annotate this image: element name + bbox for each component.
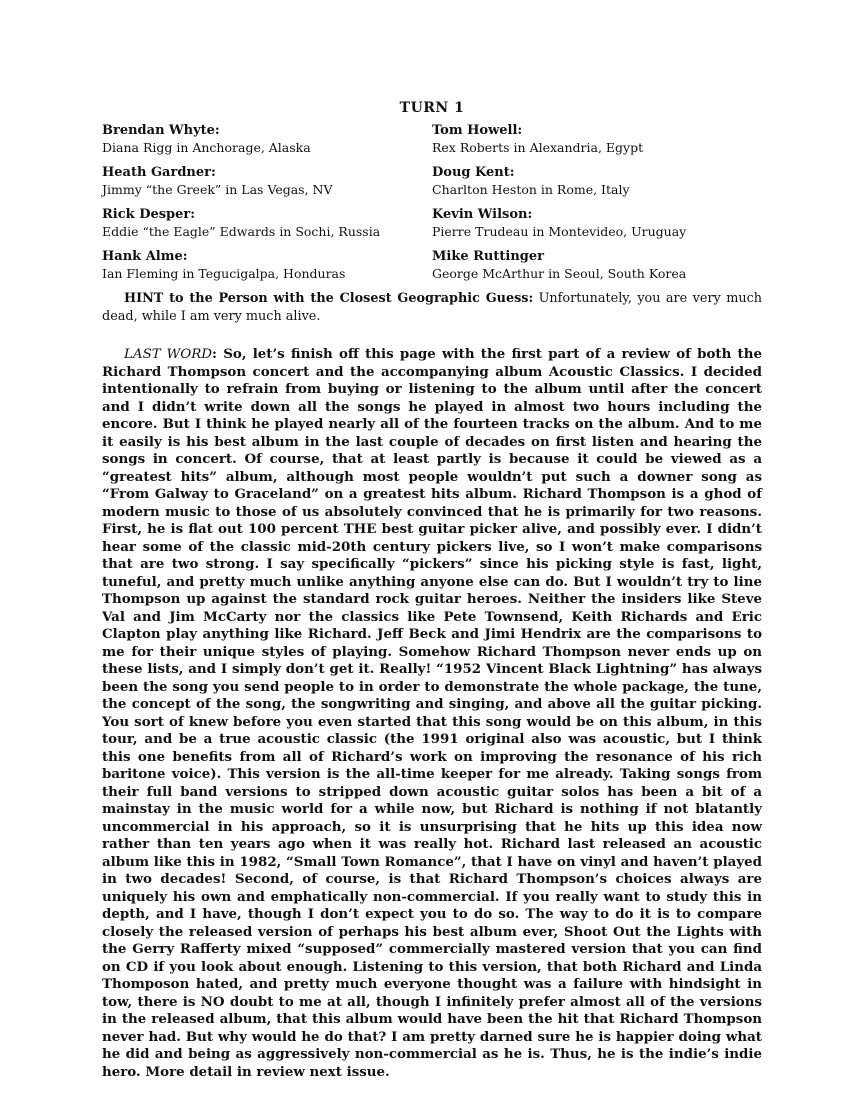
guesser-name: Heath Gardner: <box>102 165 216 180</box>
guess-entry <box>102 206 432 240</box>
guess-text: Jimmy “the Greek” in Las Vegas, NV <box>102 182 333 197</box>
guesser-name: Brendan Whyte: <box>102 123 220 138</box>
guesser-name: Tom Howell: <box>432 123 523 138</box>
guess-entry <box>102 164 432 198</box>
hint-label: HINT to the Person with the Closest Geographic Guess: <box>124 291 534 306</box>
guess-text: George McArthur in Seoul, South Korea <box>432 266 687 281</box>
guess-entry <box>432 164 762 198</box>
guess-text: Ian Fleming in Tegucigalpa, Honduras <box>102 266 346 281</box>
page <box>102 100 762 1094</box>
guesser-name: Doug Kent: <box>432 165 515 180</box>
guess-entry <box>102 248 432 282</box>
guess-text: Eddie “the Eagle” Edwards in Sochi, Russia <box>102 224 381 239</box>
hint-text: Unfortunately, you are very much dead, while I am very much alive. <box>102 291 762 324</box>
last-word-text: : So, let’s finish off this page with the first part of a review of both the Richard Thompson concert and the accompanying album Acoustic Classics. I decided intentionally to refrain from buying or listening to the album until after the concert and I didn’t write down all the songs he played in almost two hours including the encore. But I think he played nearly all of the fourteen tracks on the album. And to me it easily is his best album in the last couple of decades on first listen and hearing the songs in concert. Of course, that at least partly is because it could be viewed as a “greatest hits” album, although most people wouldn’t put such a downer song as “From Galway to Graceland” on a greatest hits album. Richard Thompson is a ghod of modern music to those of us absolutely convinced that he is primarily for two reasons. First, he is flat out 100 percent THE best guitar picker alive, and possibly ever. I didn’t hear some of the classic mid-20th century pickers live, so I won’t make comparisons that are two strong. I say specifically “pickers” since his picking style is fast, light, tuneful, and pretty much unlike anything anyone else can do. But I wouldn’t try to line Thompson up against the standard rock guitar heroes. Neither the insiders like Steve Val and Jim McCarty nor the classics like Pete Townsend, Keith Richards and Eric Clapton play anything like Richard. Jeff Beck and Jimi Hendrix are the comparisons to me for their unique styles of playing. Somehow Richard Thompson never ends up on these lists, and I simply don’t get it. Really! “1952 Vincent Black Lightning” has always been the song you send people to in order to demonstrate the whole package, the tune, the concept of the song, the songwriting and singing, and above all the guitar picking. You sort of knew before you even started that this song would be on this album, in this tour, and be a true acoustic classic (the 1991 original also was acoustic, but I think this one benefits from all of Richard’s work on improving the resonance of his rich baritone voice). This version is the all-time keeper for me already. Taking songs from their full band versions to stripped down acoustic guitar solos has been a bit of a mainstay in the music world for a while now, but Richard is nothing if not blatantly uncommercial in his approach, so it is unsurprising that he hits up this idea now rather than ten years ago when it was really hot. Richard last released an acoustic album like this in 1982, “Small Town Romance”, that I have on vinyl and haven’t played in two decades! Second, of course, is that Richard Thompson’s choices always are uniquely his own and emphatically non-commercial. If you really want to study this in depth, and I have, though I don’t expect you to do so. The way to do it is to compare closely the released version of perhaps his best album ever, Shoot Out the Lights with the Gerry Rafferty mixed “supposed” commercially mastered version that you can find on CD if you look about enough. Listening to this version, that both Richard and Linda Thomposon hated, and pretty much everyone thought was a failure with hindsight in tow, there is NO doubt to me at all, though I infinitely prefer almost all of the versions in the released album, that this album would have been the hit that Richard Thompson never had. But why would he do that? I am pretty darned sure he is happier doing what he did and being as aggressively non-commercial as he is. Thus, he is the indie’s indie hero. More detail in review next issue. <box>102 346 762 1080</box>
guesser-name: Hank Alme: <box>102 249 188 264</box>
guesser-name: Rick Desper: <box>102 207 196 222</box>
hint-paragraph <box>102 290 762 326</box>
guesses-grid <box>102 122 762 282</box>
guess-entry <box>102 122 432 156</box>
last-word-paragraph <box>102 346 762 1081</box>
guess-text: Rex Roberts in Alexandria, Egypt <box>432 140 644 155</box>
guess-text: Diana Rigg in Anchorage, Alaska <box>102 140 311 155</box>
last-word-label: LAST WORD <box>124 347 213 362</box>
guess-text: Pierre Trudeau in Montevideo, Uruguay <box>432 224 687 239</box>
guess-text: Charlton Heston in Rome, Italy <box>432 182 630 197</box>
guess-entry <box>432 206 762 240</box>
guesser-name: Mike Ruttinger <box>432 249 544 264</box>
turn-title: TURN 1 <box>399 100 465 116</box>
guess-entry <box>432 122 762 156</box>
guesser-name: Kevin Wilson: <box>432 207 533 222</box>
guess-entry <box>432 248 762 282</box>
